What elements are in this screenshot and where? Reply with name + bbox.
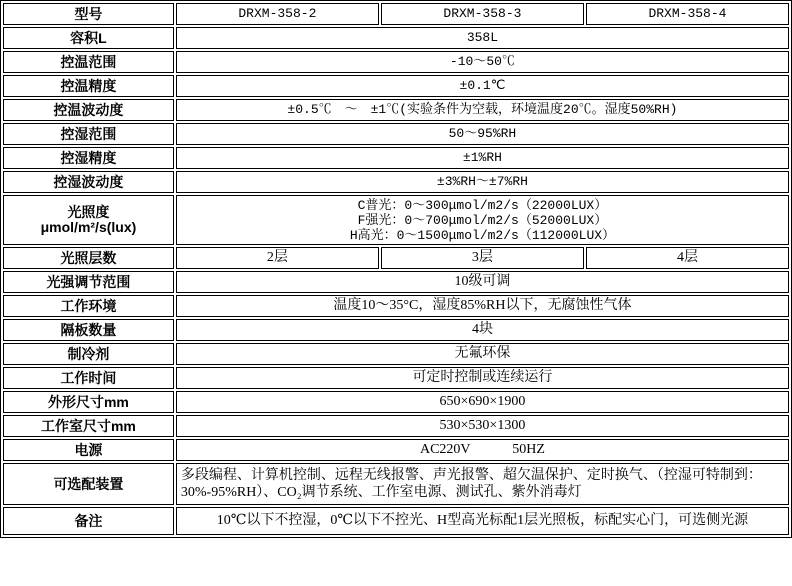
light-layers-value-1: 2层 [176,247,379,269]
row-remarks [3,507,789,535]
model-value-2: DRXM-358-3 [381,3,584,25]
temp-fluctuation-label: 控温波动度 [3,99,174,121]
humidity-precision-value: ±1%RH [176,147,789,169]
row-temp-range [3,51,789,73]
options-value: 多段编程、计算机控制、远程无线报警、声光报警、超欠温保护、定时换气、（控湿可特制到：30%-95%RH）、CO₂调节系统、工作室电源、测试孔、紫外消毒灯 [176,463,789,505]
row-temp-fluctuation [3,99,789,121]
temp-range-value: -10～50℃ [176,51,789,73]
work-env-label: 工作环境 [3,295,174,317]
row-outer-size [3,391,789,413]
remarks-value: 10℃以下不控湿，0℃以下不控光、H型高光标配1层光照板，标配实心门，可选侧光源 [176,507,789,535]
humidity-fluctuation-value: ±3%RH～±7%RH [176,171,789,193]
model-value-1: DRXM-358-2 [176,3,379,25]
row-humidity-fluctuation [3,171,789,193]
work-env-value: 温度10～35°C，湿度85%RH以下，无腐蚀性气体 [176,295,789,317]
illumination-line-h: H高光：0～1500μmol/m2/s（112000LUX） [349,227,616,243]
humidity-range-value: 50～95%RH [176,123,789,145]
illumination-line-f: F强光：0～700μmol/m2/s（52000LUX） [357,212,608,228]
humidity-fluctuation-label: 控湿波动度 [3,171,174,193]
row-light-adjust [3,271,789,293]
illumination-label-line2: μmol/m²/s(lux) [40,219,137,235]
light-adjust-label: 光强调节范围 [3,271,174,293]
temp-precision-label: 控温精度 [3,75,174,97]
row-illumination [3,195,789,245]
row-temp-precision [3,75,789,97]
model-value-3: DRXM-358-4 [586,3,789,25]
light-adjust-value: 10级可调 [176,271,789,293]
humidity-precision-label: 控湿精度 [3,147,174,169]
humidity-range-label: 控湿范围 [3,123,174,145]
refrigerant-value: 无氟环保 [176,343,789,365]
shelves-value: 4块 [176,319,789,341]
volume-value: 358L [176,27,789,49]
illumination-value [176,195,789,245]
model-label: 型号 [3,3,174,25]
volume-label: 容积L [3,27,174,49]
row-humidity-range [3,123,789,145]
illumination-label-line1: 光照度 [67,204,110,220]
work-time-value: 可定时控制或连续运行 [176,367,789,389]
light-layers-value-2: 3层 [381,247,584,269]
power-value: AC220V 50HZ [176,439,789,461]
row-light-layers [3,247,789,269]
row-refrigerant [3,343,789,365]
refrigerant-label: 制冷剂 [3,343,174,365]
light-layers-value-3: 4层 [586,247,789,269]
row-shelves [3,319,789,341]
chamber-size-value: 530×530×1300 [176,415,789,437]
work-time-label: 工作时间 [3,367,174,389]
outer-size-label: 外形尺寸mm [3,391,174,413]
remarks-label: 备注 [3,507,174,535]
illumination-line-c: C普光：0～300μmol/m2/s（22000LUX） [357,197,608,213]
temp-fluctuation-value: ±0.5℃ ～ ±1℃(实验条件为空载，环境温度20℃。湿度50%RH) [176,99,789,121]
light-layers-label: 光照层数 [3,247,174,269]
row-volume [3,27,789,49]
illumination-label [3,195,174,245]
temp-precision-value: ±0.1℃ [176,75,789,97]
row-humidity-precision [3,147,789,169]
row-power [3,439,789,461]
shelves-label: 隔板数量 [3,319,174,341]
row-model [3,3,789,25]
options-label: 可选配装置 [3,463,174,505]
row-work-env [3,295,789,317]
row-options [3,463,789,505]
power-label: 电源 [3,439,174,461]
outer-size-value: 650×690×1900 [176,391,789,413]
row-work-time [3,367,789,389]
temp-range-label: 控温范围 [3,51,174,73]
row-chamber-size [3,415,789,437]
chamber-size-label: 工作室尺寸mm [3,415,174,437]
